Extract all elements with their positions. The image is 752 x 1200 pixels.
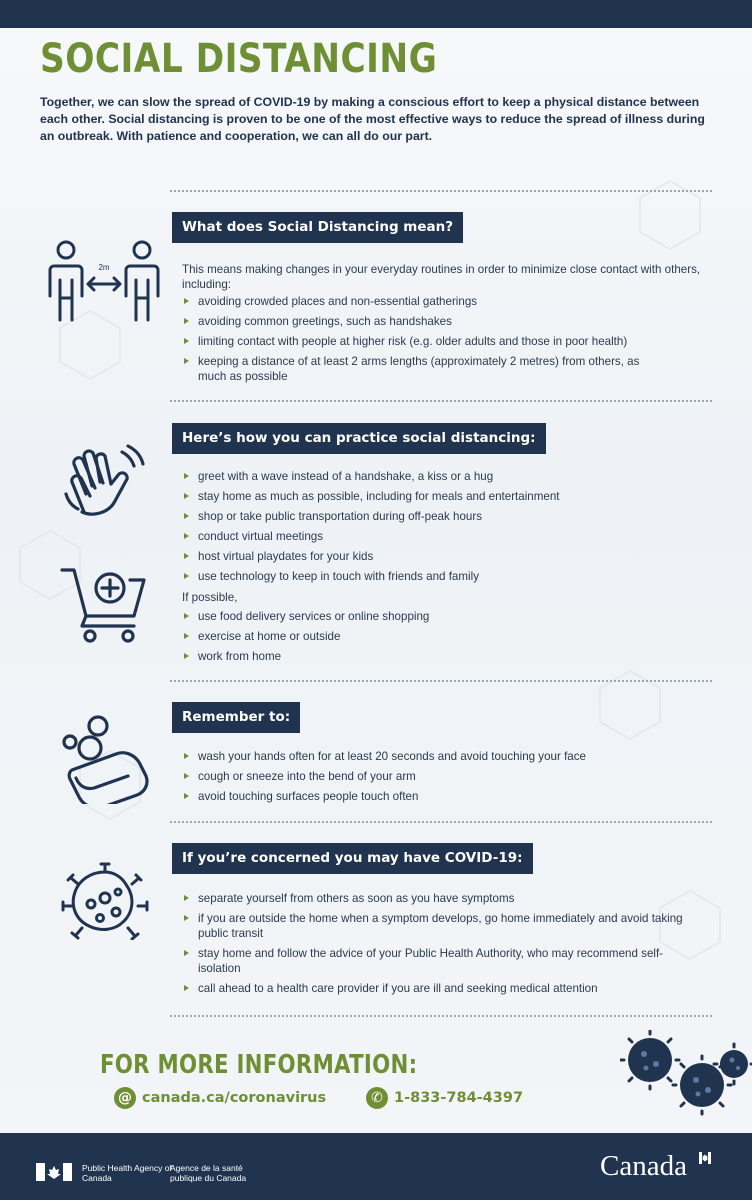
list-item: use food delivery services or online shopping bbox=[182, 609, 712, 624]
list-item: wash your hands often for at least 20 seconds and avoid touching your face bbox=[182, 749, 712, 764]
at-sign-icon: @ bbox=[114, 1087, 136, 1109]
virus-icon bbox=[58, 860, 152, 940]
virus-cluster-icon bbox=[620, 1030, 752, 1116]
list-item: exercise at home or outside bbox=[182, 629, 712, 644]
divider-2 bbox=[170, 400, 712, 402]
phone-icon: ✆ bbox=[366, 1087, 388, 1109]
soap-icon bbox=[60, 714, 152, 804]
divider-4 bbox=[170, 821, 712, 823]
list-item: stay home as much as possible, including for meals and entertainment bbox=[182, 489, 712, 504]
agency-name-fr: Agence de la santé publique du Canada bbox=[170, 1163, 247, 1183]
list-item: use technology to keep in touch with friends and family bbox=[182, 569, 712, 584]
list-item: work from home bbox=[182, 649, 712, 664]
phone-number[interactable]: 1-833-784-4397 bbox=[394, 1090, 524, 1106]
agency-name-en: Public Health Agency of Canada bbox=[82, 1163, 172, 1183]
section-heading-remember: Remember to: bbox=[172, 702, 300, 733]
section-heading-practice: Here’s how you can practice social distancing: bbox=[172, 423, 546, 454]
divider-5 bbox=[170, 1015, 712, 1017]
list-item: greet with a wave instead of a handshake, a kiss or a hug bbox=[182, 469, 712, 484]
list-item: avoid touching surfaces people touch often bbox=[182, 789, 712, 804]
section-heading-meaning: What does Social Distancing mean? bbox=[172, 212, 463, 243]
list-item: shop or take public transportation during off-peak hours bbox=[182, 509, 712, 524]
list-item: if you are outside the home when a symptom develops, go home immediately and avoid taking public transit bbox=[182, 911, 702, 941]
list-item: limiting contact with people at higher risk (e.g. older adults and those in poor health) bbox=[182, 334, 712, 349]
two-people-2m-icon bbox=[44, 238, 164, 324]
section-2-list bbox=[182, 469, 712, 584]
section-2-list-if-possible bbox=[182, 609, 712, 664]
top-banner bbox=[0, 0, 752, 28]
list-item: call ahead to a health care provider if you are ill and seeking medical attention bbox=[182, 981, 712, 996]
canada-flag-icon bbox=[36, 1163, 72, 1181]
divider-3 bbox=[170, 680, 712, 682]
list-item: host virtual playdates for your kids bbox=[182, 549, 712, 564]
website-contact[interactable] bbox=[114, 1086, 326, 1110]
divider-1 bbox=[170, 190, 712, 192]
wordmark-flag-icon bbox=[699, 1152, 711, 1164]
section-2-subhead: If possible, bbox=[182, 591, 238, 604]
section-3-list bbox=[182, 749, 712, 804]
section-1-list bbox=[182, 294, 712, 384]
phone-contact[interactable] bbox=[366, 1086, 523, 1110]
list-item: avoiding common greetings, such as handshakes bbox=[182, 314, 712, 329]
list-item: keeping a distance of at least 2 arms lengths (approximately 2 metres) from others, as much as possible bbox=[182, 354, 667, 384]
list-item: cough or sneeze into the bend of your arm bbox=[182, 769, 712, 784]
section-heading-concerned: If you’re concerned you may have COVID-19: bbox=[172, 843, 533, 874]
list-item: conduct virtual meetings bbox=[182, 529, 712, 544]
distance-label: 2m bbox=[98, 263, 110, 272]
canada-wordmark: Canada bbox=[600, 1150, 687, 1182]
shopping-cart-icon bbox=[60, 562, 152, 644]
list-item: avoiding crowded places and non-essential gatherings bbox=[182, 294, 712, 309]
list-item: stay home and follow the advice of your Public Health Authority, who may recommend self-isolation bbox=[182, 946, 702, 976]
section-4-list bbox=[182, 891, 712, 996]
list-item: separate yourself from others as soon as you have symptoms bbox=[182, 891, 712, 906]
waving-hand-icon bbox=[62, 442, 150, 522]
section-1-lead: This means making changes in your everyday routines in order to minimize close contact with others, including: bbox=[182, 263, 701, 291]
page-title: SOCIAL DISTANCING bbox=[40, 36, 438, 82]
intro-paragraph: Together, we can slow the spread of COVID-19 by making a conscious effort to keep a physical distance between each other. Social distancing is proven to be one of the most effective ways to reduce the spread of illness during an outbreak. With patience and cooperation, we can all do our part. bbox=[40, 95, 705, 143]
more-info-title: FOR MORE INFORMATION: bbox=[100, 1050, 418, 1080]
website-link[interactable]: canada.ca/coronavirus bbox=[142, 1090, 327, 1106]
